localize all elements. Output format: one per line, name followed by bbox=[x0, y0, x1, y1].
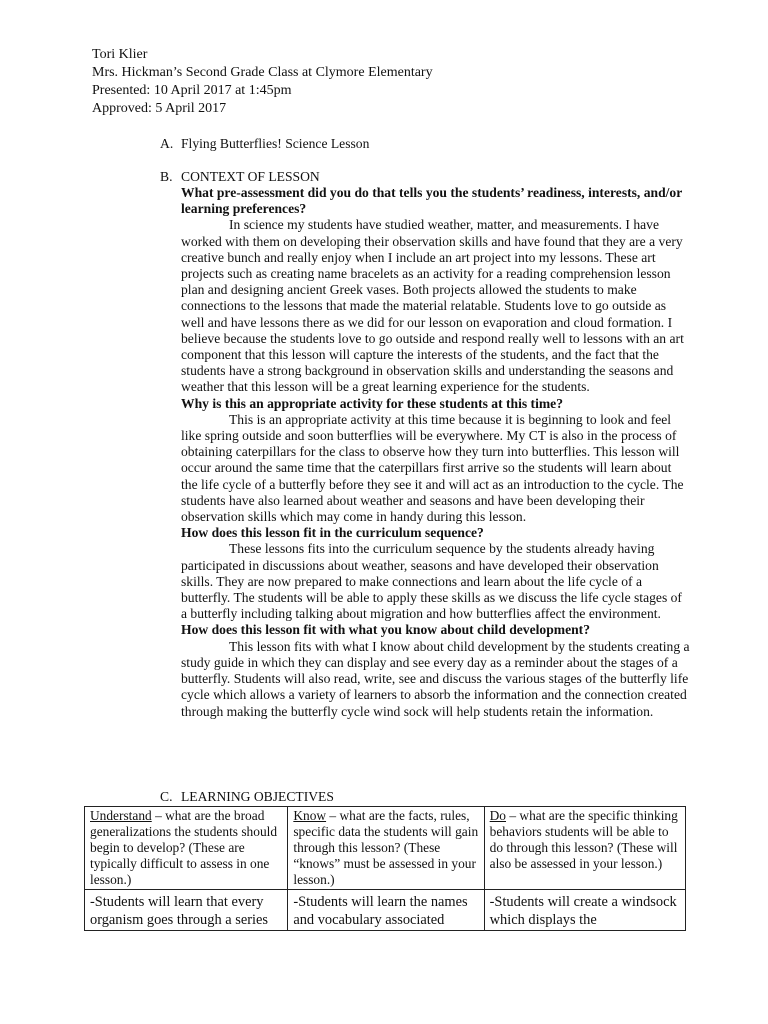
answer-pre-assessment: In science my students have studied weather, matter, and measurements. I have worked with them on developing their observation skills and have found that they are a very creative bunch and really enjoy when I include an art project into my lessons. These art projects such as creating name bracelets as an activity for a reading comprehension lesson plan and designing ancient Greek vases. Both projects allowed the students to make connections to the lessons that made the material relatable. Students love to go outside as well and have lessons there as we did for our lesson on evaporation and cloud formation. I believe because the students love to go outside and respond really well to lessons with an art component that this lesson will capture the interests of the students, and the fact that the students have a strong background in observation skills and understanding the seasons and weather that this lesson will be a great learning experience for the students. bbox=[181, 217, 684, 395]
answer-child-development: This lesson fits with what I know about child development by the students creating a study guide in which they can display and see every day as a reminder about the stages of a butterfly. Students will also read, write, see and discuss the various stages of the butterfly life cycle which allows a variety of learners to absorb the information and the connection created through making the butterfly cycle wind sock will help students retain the information. bbox=[181, 638, 690, 719]
cell-do: -Students will create a windsock which displays the bbox=[484, 890, 685, 931]
question-curriculum-sequence: How does this lesson fit in the curriculum sequence? bbox=[181, 525, 484, 541]
table-row bbox=[85, 890, 686, 931]
section-b-title: CONTEXT OF LESSON bbox=[181, 169, 320, 184]
header-do: Do – what are the specific thinking behaviors students will be able to do through this lesson? (These will also be assessed in your lesson.) bbox=[484, 807, 685, 890]
learning-objectives-table bbox=[84, 806, 686, 931]
document-header bbox=[92, 46, 692, 118]
author-name: Tori Klier bbox=[92, 47, 148, 62]
class-name: Mrs. Hickman’s Second Grade Class at Clymore Elementary bbox=[92, 65, 433, 80]
answer-appropriate-activity: This is an appropriate activity at this time because it is beginning to look and feel like spring outside and soon butterflies will be everywhere. My CT is also in the process of obtaining caterpillars for the class to observe how they turn into butterflies. This lesson will occur around the same time that the caterpillars first arrive so the students will learn about the life cycle of a butterfly before they see it and will act as an introduction to the cycle. The students have also learned about weather and seasons and have been developing their observation skills which may come in handy during this lesson. bbox=[181, 411, 684, 525]
question-appropriate-activity: Why is this an appropriate activity for these students at this time? bbox=[181, 395, 564, 411]
header-know: Know – what are the facts, rules, specific data the students will gain through this lesson? (These “knows” must be assessed in your lesson.) bbox=[288, 807, 484, 890]
section-c-title: LEARNING OBJECTIVES bbox=[181, 789, 334, 804]
table-header-row bbox=[85, 807, 686, 890]
section-b-heading bbox=[160, 169, 690, 185]
approved-date: Approved: 5 April 2017 bbox=[92, 101, 227, 116]
section-b-letter: B. bbox=[160, 169, 173, 184]
cell-know: -Students will learn the names and vocabulary associated bbox=[288, 890, 484, 931]
cell-understand: -Students will learn that every organism goes through a series bbox=[85, 890, 288, 931]
presented-date: Presented: 10 April 2017 at 1:45pm bbox=[92, 83, 292, 98]
section-a-title: Flying Butterflies! Science Lesson bbox=[181, 136, 370, 151]
section-a-heading bbox=[160, 136, 690, 152]
question-pre-assessment: What pre-assessment did you do that tells you the students’ readiness, interests, and/or learning preferences? bbox=[181, 185, 682, 217]
section-b-body bbox=[181, 185, 690, 720]
section-c-letter: C. bbox=[160, 789, 173, 804]
section-c-heading bbox=[160, 789, 690, 805]
question-child-development: How does this lesson fit with what you know about child development? bbox=[181, 622, 591, 638]
header-understand: Understand – what are the broad generalizations the students should begin to develop? (These are typically difficult to assess in one lesson.) bbox=[85, 807, 288, 890]
answer-curriculum-sequence: These lessons fits into the curriculum sequence by the students already having participated in discussions about weather, seasons and have developed their observation skills. They are now prepared to make connections and learn about the life cycle of a butterfly. The students will be able to apply these skills as we discuss the life cycle stages of a butterfly including talking about migration and how butterflies affect the environment. bbox=[181, 541, 682, 622]
section-a-letter: A. bbox=[160, 136, 174, 151]
